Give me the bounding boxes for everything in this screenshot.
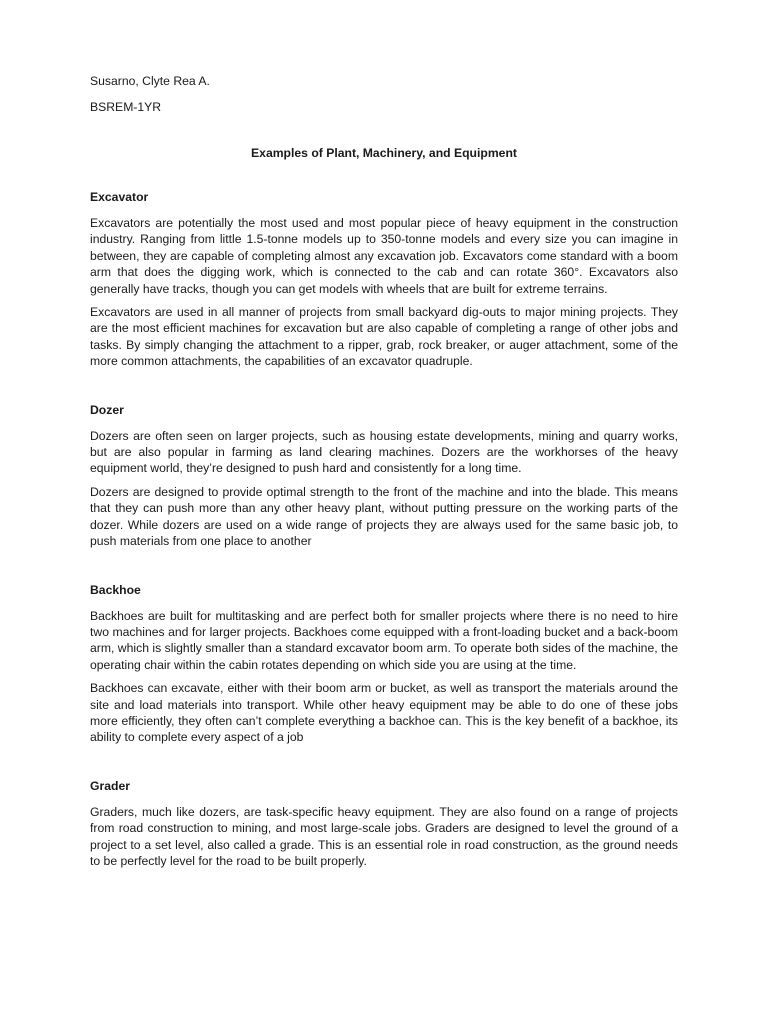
section-grader xyxy=(90,778,678,870)
paragraph: Backhoes are built for multitasking and are perfect both for smaller projects where there is no need to hire two machines and for larger projects. Backhoes come equipped with a front-loading bucket and a back-boom arm, which is slightly smaller than a standard excavator boom arm. To operate both sides of the machine, the operating chair within the cabin rotates depending on which side you are using at the time. xyxy=(90,608,678,672)
section-heading: Grader xyxy=(90,778,130,793)
paragraph: Backhoes can excavate, either with their boom arm or bucket, as well as transport the materials around the site and load materials into transport. While other heavy equipment may be able to do one of these jobs more efficiently, they often can’t complete everything a backhoe can. This is the key benefit of a backhoe, its ability to complete every aspect of a job xyxy=(90,681,678,745)
section-heading: Backhoe xyxy=(90,582,141,597)
author-name: Susarno, Clyte Rea A. xyxy=(90,74,210,88)
document-title: Examples of Plant, Machinery, and Equipment xyxy=(251,146,517,160)
document-body xyxy=(90,73,678,901)
section-heading: Dozer xyxy=(90,402,124,417)
paragraph: Dozers are often seen on larger projects, such as housing estate developments, mining and quarry works, but are also popular in farming as land clearing machines. Dozers are the workhorses of the heavy equipment world, they’re designed to push hard and consistently for a long time. xyxy=(90,428,678,476)
paragraph: Graders, much like dozers, are task-specific heavy equipment. They are also found on a range of projects from road construction to mining, and most large-scale jobs. Graders are designed to level the ground of a project to a set level, also called a grade. This is an essential role in road construction, as the ground needs to be perfectly level for the road to be built properly. xyxy=(90,804,678,868)
section-excavator xyxy=(90,189,678,370)
section-backhoe xyxy=(90,582,678,746)
section-heading: Excavator xyxy=(90,190,149,204)
paragraph: Dozers are designed to provide optimal strength to the front of the machine and into the blade. This means that they can push more than any other heavy plant, without putting pressure on the working parts of the dozer. While dozers are used on a wide range of projects they are always used for the same basic job, to push materials from one place to another xyxy=(90,484,678,549)
course-code: BSREM-1YR xyxy=(90,100,162,114)
section-dozer xyxy=(90,402,678,550)
paragraph: Excavators are potentially the most used and most popular piece of heavy equipment in the construction industry. Ranging from little 1.5-tonne models up to 350-tonne models and every size you can imagine in between, they are capable of completing almost any excavation job. Excavators come standard with a boom arm that does the digging work, which is connected to the cab and can rotate 360°. Excavators also generally have tracks, though you can get models with wheels that are built for extreme terrains. xyxy=(90,216,678,296)
paragraph: Excavators are used in all manner of projects from small backyard dig-outs to major mining projects. They are the most efficient machines for excavation but are also capable of completing a range of other jobs and tasks. By simply changing the attachment to a ripper, grab, rock breaker, or auger attachment, some of the more common attachments, the capabilities of an excavator quadruple. xyxy=(90,305,678,369)
